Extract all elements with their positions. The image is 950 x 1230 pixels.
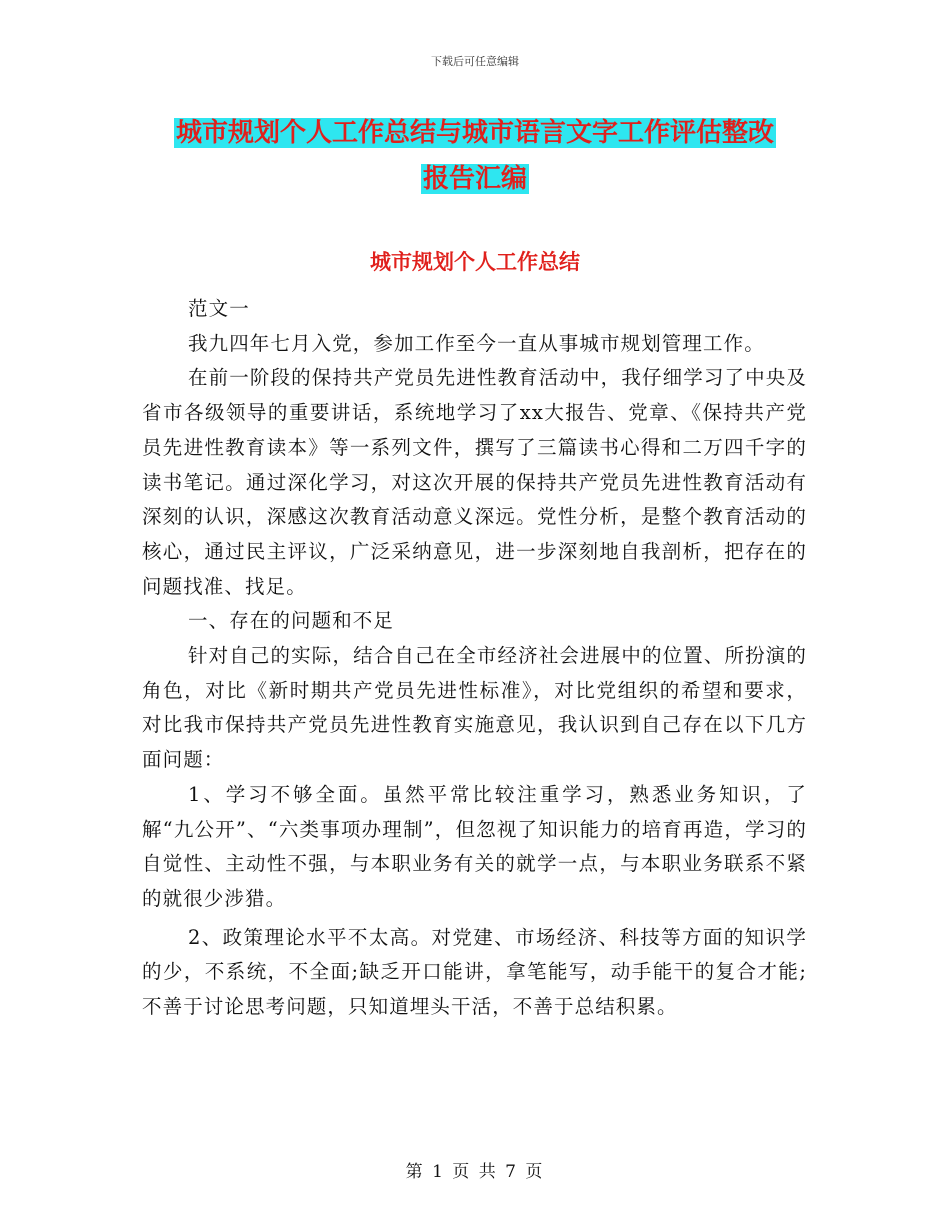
paragraph: 2、政策理论水平不太高。对党建、市场经济、科技等方面的知识学的少，不系统，不全面;缺乏开口能讲，拿笔能写，动手能干的复合才能;不善于讨论思考问题，只知道埋头干活，不善于总结积累。 xyxy=(142,925,807,1019)
paragraph: 1、学习不够全面。虽然平常比较注重学习，熟悉业务知识，了解“九公开”、“六类事项办理制”，但忽视了知识能力的培育再造，学习的自觉性、主动性不强，与本职业务有关的就学一点，与本职业务联系不紧的就很少涉猎。 xyxy=(142,782,807,910)
header-note: 下载后可任意编辑 xyxy=(431,55,519,68)
section-title: 城市规划个人工作总结 xyxy=(370,249,580,274)
paragraph: 一、存在的问题和不足 xyxy=(188,609,395,633)
paragraph: 我九四年七月入党，参加工作至今一直从事城市规划管理工作。 xyxy=(188,331,765,355)
document-title xyxy=(0,110,950,202)
paragraph: 范文一 xyxy=(188,297,250,320)
title-line-1: 城市规划个人工作总结与城市语言文字工作评估整改 xyxy=(175,118,774,148)
paragraph: 在前一阶段的保持共产党员先进性教育活动中，我仔细学习了中央及省市各级领导的重要讲话，系统地学习了xx大报告、党章、《保持共产党员先进性教育读本》等一系列文件，撰写了三篇读书心得和二万四千字的读书笔记。通过深化学习，对这次开展的保持共产党员先进性教育活动有深刻的认识，深感这次教育活动意义深远。党性分析，是整个教育活动的核心，通过民主评议，广泛采纳意见，进一步深刻地自我剖析，把存在的问题找准、找足。 xyxy=(142,366,807,598)
title-line-2: 报告汇编 xyxy=(422,164,527,194)
paragraph: 针对自己的实际，结合自己在全市经济社会进展中的位置、所扮演的角色，对比《新时期共产党员先进性标准》，对比党组织的希望和要求，对比我市保持共产党员先进性教育实施意见，我认识到自己存在以下几方面问题： xyxy=(142,644,807,772)
body-text xyxy=(142,292,807,1025)
page-footer: 第 1 页 共 7 页 xyxy=(405,1162,545,1182)
